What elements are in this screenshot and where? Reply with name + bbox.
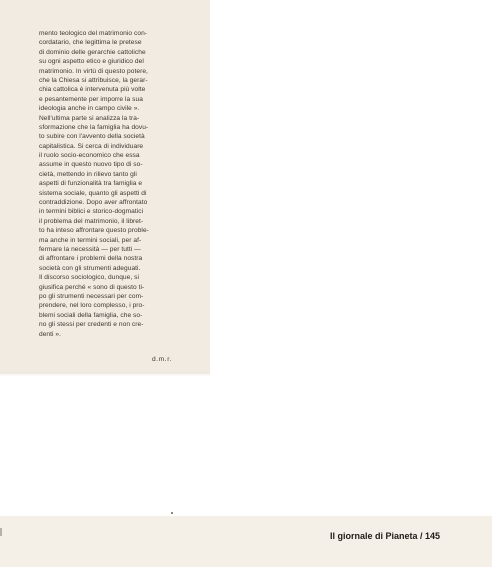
article-line: sformazione che la famiglia ha dovu- bbox=[39, 123, 149, 131]
article-line: matrimonio. In virtù di questo potere, bbox=[39, 67, 148, 75]
article-line: capitalistica. Si cerca di individuare bbox=[39, 142, 144, 150]
article-line: il ruolo socio-economico che essa bbox=[39, 152, 140, 160]
article-line: blemi sociali della famiglia, che so- bbox=[39, 311, 143, 319]
article-line: Nell'ultima parte si analizza la tra- bbox=[39, 114, 140, 122]
article-line: sistema sociale, quanto gli aspetti di bbox=[39, 189, 147, 197]
article-line: denti ». bbox=[39, 330, 62, 338]
article-line: aspetti di funzionalità tra famiglia e bbox=[39, 180, 143, 188]
article-line: ma anche in termini sociali, per af- bbox=[39, 236, 142, 244]
article-line: in termini biblici e storico-dogmatici bbox=[39, 208, 144, 216]
article-line: società con gli strumenti adeguati. bbox=[39, 264, 141, 272]
scan-edge bbox=[0, 372, 210, 376]
article-line: di affrontare i problemi della nostra bbox=[39, 255, 143, 263]
article-line: mento teologico del matrimonio con- bbox=[39, 30, 148, 37]
article-line: che la Chiesa si attribuisce, la gerar- bbox=[39, 76, 148, 84]
article-line: to ha inteso affrontare questo proble- bbox=[39, 227, 149, 235]
article-line: prendere, nel loro complesso, i pro- bbox=[39, 302, 145, 310]
article-line: il problema del matrimonio, il libret- bbox=[39, 217, 144, 225]
scan-edge-mark bbox=[0, 528, 6, 536]
article-line: po gli strumenti necessari per com- bbox=[39, 292, 144, 300]
article-line: giusifica perché « sono di questo ti- bbox=[39, 283, 145, 291]
article-line: ideologia anche in campo civile ». bbox=[39, 105, 140, 113]
article-line: e pesantemente per imporre la sua bbox=[39, 95, 143, 103]
article-body bbox=[39, 29, 189, 339]
footer-band bbox=[0, 516, 492, 567]
scan-speck bbox=[171, 512, 173, 514]
article-line: cordatario, che legittima le pretese bbox=[39, 39, 142, 47]
article-line: assume in questo nuovo tipo di so- bbox=[39, 161, 143, 169]
article-line: su ogni aspetto etico e giuridico del bbox=[39, 58, 144, 66]
article-line: no gli stessi per credenti e non cre- bbox=[39, 321, 144, 329]
article-line: to subire con l'avvento della società bbox=[39, 133, 145, 141]
page-footer: Il giornale di Pianeta / 145 bbox=[330, 531, 441, 541]
article-line: fermare la necessità — per tutti — bbox=[39, 245, 141, 253]
article-line: chia cattolica è intervenuta più volte bbox=[39, 86, 146, 94]
article-line: Il discorso sociologico, dunque, si bbox=[39, 274, 139, 282]
author-signature: d.m.r. bbox=[152, 356, 173, 363]
article-line: contraddizione. Dopo aver affrontato bbox=[39, 199, 148, 207]
article-line: di dominio delle gerarchie cattoliche bbox=[39, 48, 146, 56]
article-line: cietà, mettendo in rilievo tanto gli bbox=[39, 170, 137, 178]
